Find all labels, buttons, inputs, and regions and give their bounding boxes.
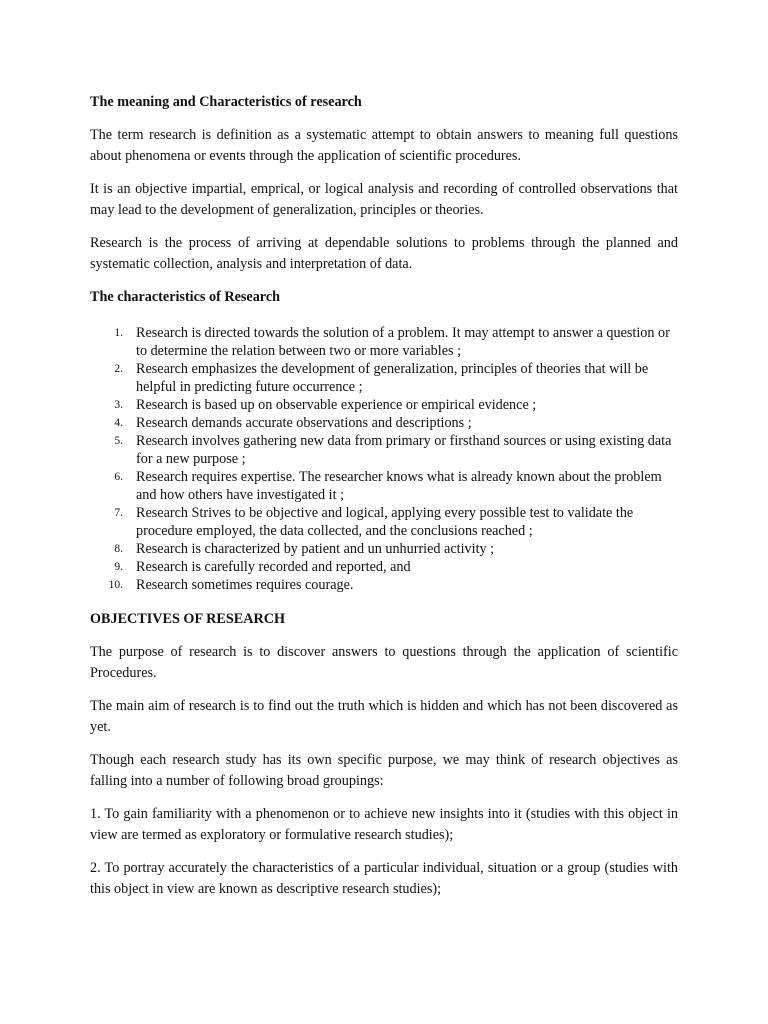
list-number: 8. — [114, 543, 123, 555]
list-item — [90, 576, 678, 594]
list-number: 5. — [114, 435, 123, 447]
list-text: Research is directed towards the solution of a problem. It may attempt to answer a question or to determine the relation between two or more variables ; — [136, 325, 670, 359]
list-number: 2. — [114, 363, 123, 375]
paragraph-groupings: Though each research study has its own specific purpose, we may think of research objectives as falling into a number of following broad groupings: — [90, 752, 678, 789]
list-item — [90, 558, 678, 576]
list-number: 6. — [114, 471, 123, 483]
paragraph-objective-analysis: It is an objective impartial, emprical, or logical analysis and recording of controlled observations that may lead to the development of generalization, principles or theories. — [90, 181, 678, 218]
list-text: Research is characterized by patient and un unhurried activity ; — [136, 541, 495, 557]
list-item — [90, 468, 678, 504]
list-item — [90, 540, 678, 558]
list-number: 1. — [114, 327, 123, 339]
list-item — [90, 432, 678, 468]
list-text: Research emphasizes the development of generalization, principles of theories that will be helpful in predicting future occurrence ; — [136, 361, 649, 395]
list-number: 10. — [108, 579, 123, 591]
list-number: 4. — [114, 417, 123, 429]
list-text: Research demands accurate observations and descriptions ; — [136, 415, 472, 431]
list-text: Research is based up on observable experience or empirical evidence ; — [136, 397, 537, 413]
list-text: Research Strives to be objective and logical, applying every possible test to validate the procedure employed, the data collected, and the conclusions reached ; — [136, 505, 634, 539]
list-item — [90, 414, 678, 432]
list-text: Research sometimes requires courage. — [136, 577, 354, 593]
document-page — [90, 92, 678, 912]
paragraph-process: Research is the process of arriving at dependable solutions to problems through the planned and systematic collection, analysis and interpretation of data. — [90, 235, 678, 272]
paragraph-purpose: The purpose of research is to discover answers to questions through the application of scientific Procedures. — [90, 644, 678, 681]
list-number: 3. — [114, 399, 123, 411]
list-item — [90, 396, 678, 414]
list-text: Research is carefully recorded and reported, and — [136, 559, 411, 575]
list-text: Research involves gathering new data from primary or firsthand sources or using existing data for a new purpose ; — [136, 433, 672, 467]
characteristics-heading: The characteristics of Research — [90, 289, 281, 305]
list-text: Research requires expertise. The researcher knows what is already known about the problem and how others have investigated it ; — [136, 469, 662, 503]
list-number: 7. — [114, 507, 123, 519]
paragraph-main-aim: The main aim of research is to find out the truth which is hidden and which has not been discovered as yet. — [90, 698, 678, 735]
paragraph-definition: The term research is definition as a systematic attempt to obtain answers to meaning full questions about phenomena or events through the application of scientific procedures. — [90, 127, 678, 164]
list-item — [90, 360, 678, 396]
list-number: 9. — [114, 561, 123, 573]
list-item — [90, 324, 678, 360]
paragraph-objective-1: 1. To gain familiarity with a phenomenon or to achieve new insights into it (studies with this object in view are termed as exploratory or formulative research studies); — [90, 806, 678, 843]
section-title: The meaning and Characteristics of research — [90, 94, 362, 110]
characteristics-list — [90, 324, 678, 594]
list-item — [90, 504, 678, 540]
objectives-heading: OBJECTIVES OF RESEARCH — [90, 611, 285, 627]
paragraph-objective-2: 2. To portray accurately the characteristics of a particular individual, situation or a group (studies with this object in view are known as descriptive research studies); — [90, 860, 678, 897]
